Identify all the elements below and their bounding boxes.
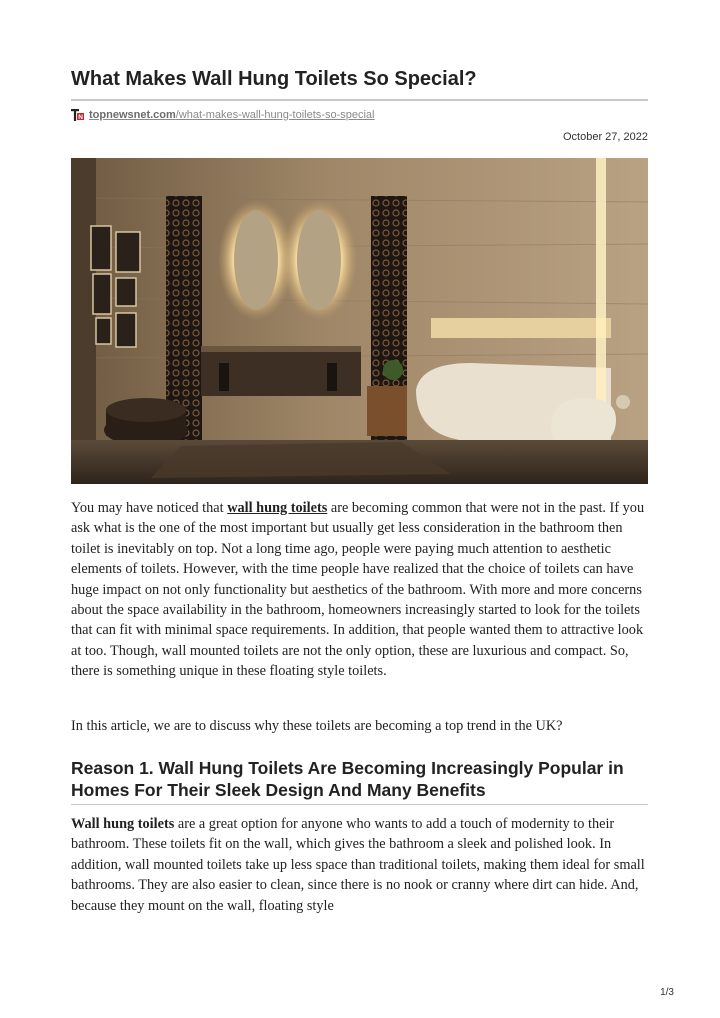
title-divider — [71, 99, 648, 101]
reason-1-paragraph — [71, 814, 648, 916]
page-number: 1/3 — [660, 987, 674, 998]
publish-date: October 27, 2022 — [562, 131, 648, 143]
source-line — [71, 108, 374, 122]
reason-1-text: are a great option for anyone who wants to add a touch of modernity to their bathroom. These toilets fit on the wall, which gives the bathroom a sleek and polished look. In addition, wall mounted toilets take up less space than traditional toilets, making them ideal for small bathrooms. They are also easier to clean, since there is no nook or cranny where dirt can hide. And, because they mount on the wall, floating style — [71, 816, 645, 914]
intro-paragraph — [71, 498, 648, 682]
intro-text-start: You may have noticed that — [71, 500, 228, 516]
intro-text-rest: are becoming common that were not in the past. If you ask what is the one of the most important but usually get less consideration in the bathroom then toilet is inevitably on top. Not a long time ago, people were paying much attention to aesthetic elements of toilets. However, with the time people have realized that the choice of toilets can have huge impact on not only functionality but aesthetics of the bathroom. With more and more concerns about the space availability in the bathroom, homeowners increasingly started to look for the toilets that can fit with minimal space requirements. In addition, that people wanted them to attractive look at too. Though, wall mounted toilets are not the only option, these are luxurious and compact. So, there is something unique in these floating style toilets. — [71, 500, 645, 680]
article-title: What Makes Wall Hung Toilets So Special? — [71, 68, 477, 90]
wall-hung-toilets-link[interactable]: wall hung toilets — [227, 500, 328, 516]
article-purpose-paragraph: In this article, we are to discuss why these toilets are becoming a top trend in the UK? — [71, 718, 563, 734]
source-domain: topnewsnet.com — [89, 109, 176, 121]
reason-1-bold-term: Wall hung toilets — [71, 816, 175, 832]
section-divider — [71, 804, 648, 805]
bathroom-photo-icon — [71, 158, 648, 484]
svg-text:N: N — [78, 114, 83, 121]
section-heading-reason-1: Reason 1. Wall Hung Toilets Are Becoming Increasingly Popular in Homes For Their Sleek Design And Many Benefits — [71, 758, 624, 800]
hero-image — [71, 158, 648, 484]
source-link[interactable] — [89, 109, 374, 121]
site-favicon-icon — [71, 108, 85, 122]
source-path: /what-makes-wall-hung-toilets-so-special — [175, 109, 375, 121]
